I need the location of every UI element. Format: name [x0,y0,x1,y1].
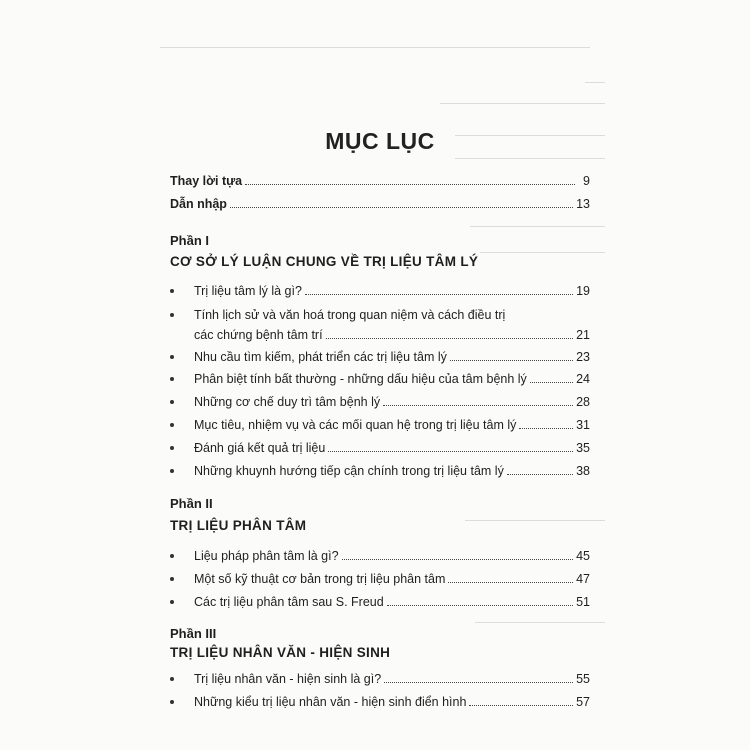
entry-page: 24 [576,372,590,386]
entry-label: Những kiểu trị liệu nhân văn - hiện sinh điển hình [194,695,467,709]
dot-leader [507,473,573,475]
entry-label: Các trị liệu phân tâm sau S. Freud [194,595,384,609]
dot-leader [448,581,573,583]
bullet-icon [170,600,174,604]
entry-page: 38 [576,464,590,478]
bullet-icon [170,423,174,427]
bullet-icon [170,700,174,704]
entry-page: 47 [576,572,590,586]
entry-label: Trị liệu tâm lý là gì? [194,284,302,298]
entry-page: 51 [576,595,590,609]
show-through-line [475,622,605,623]
toc-item [170,389,590,409]
toc-item [170,589,590,609]
dot-leader [245,183,575,185]
toc-item [170,435,590,455]
show-through-line [470,226,605,227]
dot-leader [530,381,573,383]
entry-page: 57 [576,695,590,709]
bullet-icon [170,469,174,473]
entry-label: Liệu pháp phân tâm là gì? [194,549,339,563]
toc-item [170,344,590,364]
entry-page: 45 [576,549,590,563]
entry-page: 9 [583,174,590,188]
show-through-line [440,103,605,104]
show-through-line [455,158,605,159]
toc-item [170,366,590,386]
entry-label-continued: các chứng bệnh tâm trí [194,328,323,342]
entry-label: Tính lịch sử và văn hoá trong quan niệm và cách điều trị [194,308,506,322]
entry-label: Thay lời tựa [170,174,243,188]
bullet-icon [170,289,174,293]
part-title: CƠ SỞ LÝ LUẬN CHUNG VỀ TRỊ LIỆU TÂM LÝ [170,254,479,269]
bullet-icon [170,400,174,404]
dot-leader [342,558,574,560]
show-through-line [480,252,605,253]
toc-item [170,278,590,298]
dot-leader [230,206,573,208]
entry-page: 35 [576,441,590,455]
dot-leader [387,604,573,606]
dot-leader [469,704,573,706]
bullet-icon [170,554,174,558]
entry-label: Những khuynh hướng tiếp cận chính trong trị liệu tâm lý [194,464,504,478]
entry-label: Những cơ chế duy trì tâm bệnh lý [194,395,381,409]
entry-label: Phân biệt tính bất thường - những dấu hiệu của tâm bệnh lý [194,372,527,386]
show-through-line [585,82,605,83]
entry-label: Trị liệu nhân văn - hiện sinh là gì? [194,672,382,686]
entry-label: Nhu cầu tìm kiếm, phát triển các trị liệu tâm lý [194,350,447,364]
dot-leader [450,359,573,361]
part-label: Phần III [170,626,217,641]
bullet-icon [170,377,174,381]
entry-label: Đánh giá kết quả trị liệu [194,441,326,455]
toc-item [170,302,590,322]
entry-page: 23 [576,350,590,364]
toc-item [170,543,590,563]
dot-leader [384,681,573,683]
toc-item-continued [170,322,590,342]
part-label: Phần II [170,496,213,511]
dot-leader [383,404,573,406]
entry-page: 21 [576,328,590,342]
show-through-line [465,520,605,521]
entry-label: Mục tiêu, nhiệm vụ và các mối quan hệ trong trị liệu tâm lý [194,418,517,432]
dot-leader [326,337,574,339]
toc-entry [170,191,590,211]
bullet-icon [170,677,174,681]
entry-label: Dẫn nhập [170,197,227,211]
toc-title: MỤC LỤC [325,128,435,154]
entry-page: 13 [576,197,590,211]
toc-item [170,566,590,586]
entry-label: Một số kỹ thuật cơ bản trong trị liệu phân tâm [194,572,446,586]
dot-leader [519,427,573,429]
entry-page: 31 [576,418,590,432]
part-label: Phần I [170,233,210,248]
dot-leader [328,450,573,452]
entry-page: 19 [576,284,590,298]
part-title: TRỊ LIỆU NHÂN VĂN - HIỆN SINH [170,645,391,660]
entry-page: 28 [576,395,590,409]
toc-item [170,412,590,432]
bullet-icon [170,577,174,581]
bullet-icon [170,446,174,450]
entry-page: 55 [576,672,590,686]
toc-item [170,458,590,478]
part-title: TRỊ LIỆU PHÂN TÂM [170,518,307,533]
toc-entry [170,168,590,188]
bullet-icon [170,355,174,359]
bullet-icon [170,313,174,317]
toc-item [170,689,590,709]
toc-item [170,666,590,686]
dot-leader [305,293,573,295]
show-through-header-rule [160,47,590,48]
